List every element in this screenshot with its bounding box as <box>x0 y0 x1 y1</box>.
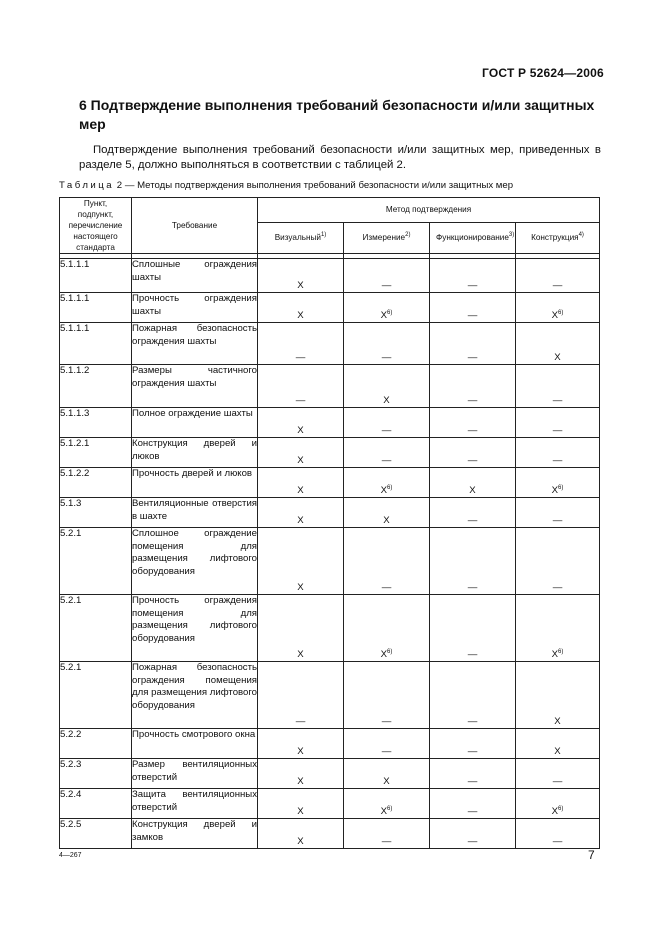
table-row <box>60 528 600 595</box>
functional-cell: — <box>430 729 516 759</box>
table-caption <box>59 180 513 191</box>
clause-cell: 5.2.5 <box>60 819 132 849</box>
visual-cell: X <box>258 819 344 849</box>
header-design: Конструкция$^{4)}$ <box>516 222 600 253</box>
functional-cell: — <box>430 498 516 528</box>
measure-cell: $X^{6)}$ <box>344 789 430 819</box>
table-row <box>60 759 600 789</box>
visual-cell: X <box>258 759 344 789</box>
methods-table <box>59 197 600 849</box>
measure-cell: X <box>344 498 430 528</box>
clause-cell: 5.1.3 <box>60 498 132 528</box>
visual-cell: X <box>258 259 344 293</box>
functional-cell: — <box>430 259 516 293</box>
table-row <box>60 498 600 528</box>
header-visual: Визуальный$^{1)}$ <box>258 222 344 253</box>
caption-number: 2 <box>116 180 123 191</box>
requirement-cell: Конструкция дверей и замков <box>132 819 258 849</box>
header-method: Метод подтверждения <box>258 198 600 223</box>
requirement-cell: Пожарная безопасность ограждения шахты <box>132 323 258 365</box>
functional-cell: X <box>430 468 516 498</box>
clause-cell: 5.2.1 <box>60 662 132 729</box>
measure-cell: — <box>344 438 430 468</box>
visual-cell: X <box>258 468 344 498</box>
functional-cell: — <box>430 662 516 729</box>
table-row <box>60 408 600 438</box>
clause-cell: 5.2.1 <box>60 528 132 595</box>
measure-cell: — <box>344 408 430 438</box>
functional-cell: — <box>430 789 516 819</box>
header-clause: Пункт, подпункт, перечисление настоящего стандарта <box>60 198 132 254</box>
measure-cell: — <box>344 662 430 729</box>
header-requirement: Требование <box>132 198 258 254</box>
visual-cell: X <box>258 528 344 595</box>
functional-cell: — <box>430 438 516 468</box>
caption-text: — Методы подтверждения выполнения требований безопасности и/или защитных мер <box>124 180 514 191</box>
design-cell: X <box>516 323 600 365</box>
requirement-cell: Прочность ограждения шахты <box>132 293 258 323</box>
header-measure: Измерение$^{2)}$ <box>344 222 430 253</box>
requirement-cell: Прочность смотрового окна <box>132 729 258 759</box>
clause-cell: 5.1.1.1 <box>60 323 132 365</box>
visual-cell: X <box>258 498 344 528</box>
requirement-cell: Сплошное ограждение помещения для размещения лифтового оборудования <box>132 528 258 595</box>
design-cell: — <box>516 498 600 528</box>
page-number: 7 <box>588 848 595 862</box>
design-cell: — <box>516 365 600 408</box>
table-row <box>60 789 600 819</box>
measure-cell: X <box>344 365 430 408</box>
clause-cell: 5.1.1.1 <box>60 259 132 293</box>
clause-cell: 5.1.1.3 <box>60 408 132 438</box>
clause-cell: 5.1.2.1 <box>60 438 132 468</box>
measure-cell: $X^{6)}$ <box>344 293 430 323</box>
table-row <box>60 323 600 365</box>
measure-cell: — <box>344 528 430 595</box>
measure-cell: — <box>344 819 430 849</box>
design-cell: X <box>516 662 600 729</box>
footer-sheet-mark: 4—267 <box>59 852 82 859</box>
table-row <box>60 729 600 759</box>
table-row <box>60 259 600 293</box>
clause-cell: 5.1.1.2 <box>60 365 132 408</box>
table-row <box>60 819 600 849</box>
visual-cell: X <box>258 789 344 819</box>
functional-cell: — <box>430 595 516 662</box>
measure-cell: — <box>344 323 430 365</box>
design-cell: — <box>516 438 600 468</box>
visual-cell: X <box>258 408 344 438</box>
functional-cell: — <box>430 759 516 789</box>
design-cell: — <box>516 819 600 849</box>
section-title: 6 Подтверждение выполнения требований безопасности и/или защитных мер <box>79 97 595 132</box>
functional-cell: — <box>430 323 516 365</box>
measure-cell: $X^{6)}$ <box>344 468 430 498</box>
functional-cell: — <box>430 528 516 595</box>
clause-cell: 5.2.1 <box>60 595 132 662</box>
visual-cell: X <box>258 729 344 759</box>
design-cell: — <box>516 259 600 293</box>
design-cell: $X^{6)}$ <box>516 468 600 498</box>
requirement-cell: Полное ограждение шахты <box>132 408 258 438</box>
caption-word: Таблица <box>59 180 115 191</box>
functional-cell: — <box>430 365 516 408</box>
table-row <box>60 293 600 323</box>
clause-cell: 5.2.2 <box>60 729 132 759</box>
design-cell: $X^{6)}$ <box>516 595 600 662</box>
visual-cell: — <box>258 662 344 729</box>
measure-cell: X <box>344 759 430 789</box>
functional-cell: — <box>430 819 516 849</box>
clause-cell: 5.2.3 <box>60 759 132 789</box>
intro-paragraph: Подтверждение выполнения требований безопасности и/или защитных мер, приведенных в разделе 5, должно выполняться в соответствии с таблицей 2. <box>79 144 601 171</box>
requirement-cell: Размеры частичного ограждения шахты <box>132 365 258 408</box>
table-row <box>60 662 600 729</box>
requirement-cell: Конструкция дверей и люков <box>132 438 258 468</box>
clause-cell: 5.2.4 <box>60 789 132 819</box>
table-row <box>60 438 600 468</box>
requirement-cell: Вентиляционные отверстия в шахте <box>132 498 258 528</box>
visual-cell: X <box>258 438 344 468</box>
design-cell: $X^{6)}$ <box>516 293 600 323</box>
functional-cell: — <box>430 408 516 438</box>
document-code: ГОСТ Р 52624—2006 <box>482 66 604 80</box>
table-row <box>60 468 600 498</box>
table-row <box>60 595 600 662</box>
requirement-cell: Сплошные ограждения шахты <box>132 259 258 293</box>
requirement-cell: Пожарная безопасность ограждения помещения для размещения лифтового оборудования <box>132 662 258 729</box>
design-cell: X <box>516 729 600 759</box>
measure-cell: — <box>344 729 430 759</box>
requirement-cell: Прочность дверей и люков <box>132 468 258 498</box>
visual-cell: X <box>258 595 344 662</box>
measure-cell: $X^{6)}$ <box>344 595 430 662</box>
measure-cell: — <box>344 259 430 293</box>
visual-cell: X <box>258 293 344 323</box>
functional-cell: — <box>430 293 516 323</box>
design-cell: $X^{6)}$ <box>516 789 600 819</box>
requirement-cell: Прочность ограждения помещения для размещения лифтового оборудования <box>132 595 258 662</box>
requirement-cell: Размер вентиляционных отверстий <box>132 759 258 789</box>
visual-cell: — <box>258 365 344 408</box>
visual-cell: — <box>258 323 344 365</box>
table-row <box>60 365 600 408</box>
header-functional: Функционирование$^{3)}$ <box>430 222 516 253</box>
clause-cell: 5.1.2.2 <box>60 468 132 498</box>
design-cell: — <box>516 528 600 595</box>
requirement-cell: Защита вентиляционных отверстий <box>132 789 258 819</box>
design-cell: — <box>516 759 600 789</box>
clause-cell: 5.1.1.1 <box>60 293 132 323</box>
design-cell: — <box>516 408 600 438</box>
